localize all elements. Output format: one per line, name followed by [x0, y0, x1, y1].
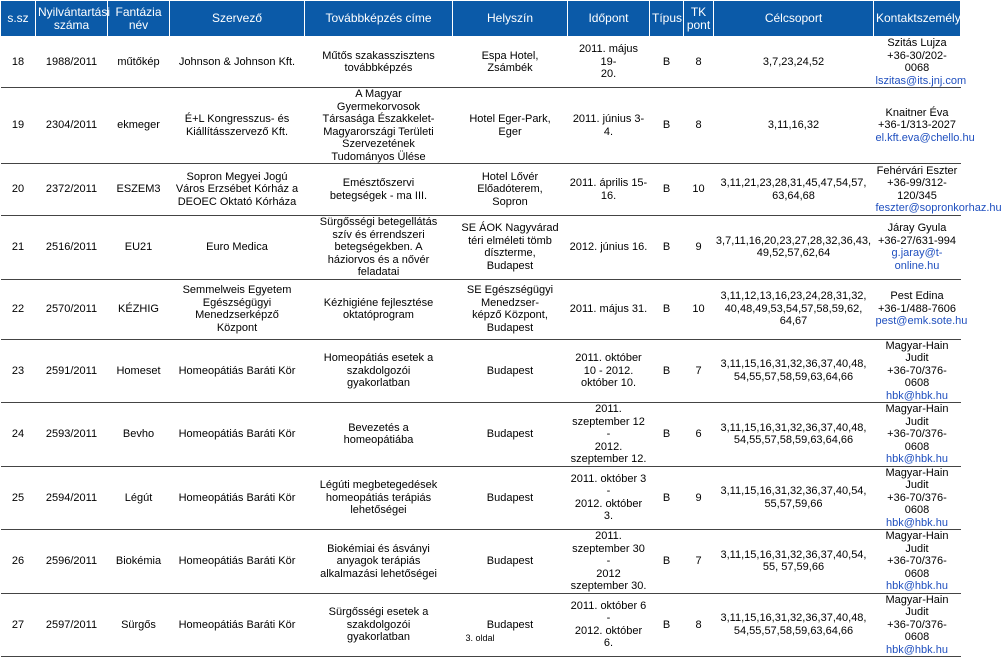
- table-row: [1, 339, 961, 403]
- cell-idopont: 2011. október 6 - 2012. október 6.: [568, 593, 650, 657]
- table-row: [1, 530, 961, 594]
- cell-kontaktszemely: [874, 37, 967, 88]
- cell-idopont: 2011. szeptember 12 - 2012. szeptember 12.: [568, 403, 650, 467]
- cell-kontaktszemely: [874, 216, 961, 280]
- contact-name-phone: Szitás Lujza +36-30/202-0068: [887, 37, 947, 74]
- cell-celcsoport: 3,7,23,24,52: [714, 37, 874, 88]
- cell-celcsoport: 3,11,15,16,31,32,36,37,40,54, 55,57,59,66: [714, 466, 874, 530]
- cell-szervezo: Johnson & Johnson Kft.: [170, 37, 305, 88]
- header-tovabbkepzes-cime: Továbbképzés címe: [305, 1, 453, 37]
- cell-tipus: B: [650, 593, 684, 657]
- cell-ssz: 24: [1, 403, 36, 467]
- header-helyszin: Helyszín: [453, 1, 568, 37]
- cell-tipus: B: [650, 530, 684, 594]
- cell-tipus: B: [650, 216, 684, 280]
- cell-nyilvantartasi-szama: 2594/2011: [36, 466, 108, 530]
- cell-tk-pont: 7: [684, 339, 714, 403]
- cell-tovabbkepzes-cime: Biokémiai és ásványi anyagok terápiás alkalmazási lehetőségei: [305, 530, 453, 594]
- cell-kontaktszemely: [874, 530, 961, 594]
- table-row: [1, 164, 961, 216]
- cell-idopont: 2011. május 31.: [568, 279, 650, 339]
- cell-tipus: B: [650, 466, 684, 530]
- cell-szervezo: Homeopátiás Baráti Kör: [170, 403, 305, 467]
- page-number: 3. oldal: [465, 633, 495, 643]
- table-row: [1, 466, 961, 530]
- cell-ssz: 19: [1, 88, 36, 164]
- cell-fantazia-nev: Bevho: [108, 403, 170, 467]
- cell-nyilvantartasi-szama: 2304/2011: [36, 88, 108, 164]
- cell-tipus: B: [650, 164, 684, 216]
- cell-nyilvantartasi-szama: 1988/2011: [36, 37, 108, 88]
- cell-tk-pont: 10: [684, 164, 714, 216]
- cell-kontaktszemely: [874, 279, 968, 339]
- cell-nyilvantartasi-szama: 2570/2011: [36, 279, 108, 339]
- cell-szervezo: É+L Kongresszus- és Kiállításszervező Kft.: [170, 88, 305, 164]
- cell-fantazia-nev: EU21: [108, 216, 170, 280]
- cell-fantazia-nev: Sürgős: [108, 593, 170, 657]
- contact-name-phone: Pest Edina +36-1/488-7606: [878, 290, 956, 315]
- table-row: [1, 593, 961, 657]
- cell-tk-pont: 9: [684, 216, 714, 280]
- contact-email-link[interactable]: lszitas@its.jnj.com: [875, 74, 967, 87]
- cell-celcsoport: 3,11,21,23,28,31,45,47,54,57, 63,64,68: [714, 164, 874, 216]
- cell-tovabbkepzes-cime: Műtős szakasszisztens továbbképzés: [305, 37, 453, 88]
- cell-idopont: 2011. október 3 - 2012. október 3.: [568, 466, 650, 530]
- cell-idopont: 2012. június 16.: [568, 216, 650, 280]
- cell-celcsoport: 3,7,11,16,20,23,27,28,32,36,43, 49,52,57,62,64: [714, 216, 874, 280]
- table-row: [1, 88, 961, 164]
- contact-name-phone: Magyar-Hain Judit +36-70/376-0608: [885, 403, 949, 453]
- contact-name-phone: Knaitner Éva +36-1/313-2027: [878, 106, 956, 132]
- cell-fantazia-nev: Biokémia: [108, 530, 170, 594]
- cell-ssz: 18: [1, 37, 36, 88]
- cell-nyilvantartasi-szama: 2593/2011: [36, 403, 108, 467]
- cell-idopont: 2011. április 15- 16.: [568, 164, 650, 216]
- cell-helyszin: Espa Hotel, Zsámbék: [453, 37, 568, 88]
- table-row: [1, 279, 961, 339]
- cell-kontaktszemely: [874, 88, 975, 164]
- header-tipus: Típus: [650, 1, 684, 37]
- cell-tovabbkepzes-cime: Bevezetés a homeopátiába: [305, 403, 453, 467]
- cell-nyilvantartasi-szama: 2591/2011: [36, 339, 108, 403]
- contact-email-link[interactable]: hbk@hbk.hu: [886, 516, 948, 529]
- cell-fantazia-nev: Légút: [108, 466, 170, 530]
- contact-email-link[interactable]: hbk@hbk.hu: [886, 580, 948, 592]
- contact-email-link[interactable]: g.jaray@t-online.hu: [891, 247, 943, 272]
- header-tk-pont: TK pont: [684, 1, 714, 37]
- cell-szervezo: Homeopátiás Baráti Kör: [170, 339, 305, 403]
- cell-celcsoport: 3,11,15,16,31,32,36,37,40,48, 54,55,57,58,59,63,64,66: [714, 593, 874, 657]
- cell-idopont: 2011. szeptember 30 - 2012 szeptember 30.: [568, 530, 650, 594]
- contact-name-phone: Fehérvári Eszter +36-99/312-120/345: [876, 164, 958, 202]
- contact-email-link[interactable]: el.kft.eva@chello.hu: [875, 131, 975, 144]
- contact-email-link[interactable]: hbk@hbk.hu: [886, 389, 948, 402]
- cell-tipus: B: [650, 339, 684, 403]
- contact-email-link[interactable]: hbk@hbk.hu: [886, 453, 948, 465]
- header-fantazia-nev: Fantázia név: [108, 1, 170, 37]
- cell-tovabbkepzes-cime: Sürgősségi esetek a szakdolgozói gyakorlatban: [305, 593, 453, 657]
- cell-szervezo: Homeopátiás Baráti Kör: [170, 466, 305, 530]
- cell-tk-pont: 8: [684, 88, 714, 164]
- cell-helyszin: Hotel Eger-Park, Eger: [453, 88, 568, 164]
- cell-szervezo: Sopron Megyei Jogú Város Erzsébet Kórház a DEOEC Oktató Kórháza: [170, 164, 305, 216]
- cell-celcsoport: 3,11,15,16,31,32,36,37,40,48, 54,55,57,58,59,63,64,66: [714, 339, 874, 403]
- cell-fantazia-nev: ekmeger: [108, 88, 170, 164]
- cell-tk-pont: 8: [684, 593, 714, 657]
- cell-ssz: 20: [1, 164, 36, 216]
- cell-nyilvantartasi-szama: 2597/2011: [36, 593, 108, 657]
- cell-nyilvantartasi-szama: 2596/2011: [36, 530, 108, 594]
- cell-helyszin: Budapest: [453, 339, 568, 403]
- cell-kontaktszemely: [874, 339, 961, 403]
- contact-name-phone: Magyar-Hain Judit +36-70/376-0608: [885, 530, 949, 580]
- cell-szervezo: Semmelweis Egyetem Egészségügyi Menedzserképző Központ: [170, 279, 305, 339]
- header-nyilvantartasi-szama: Nyilvántartási száma: [36, 1, 108, 37]
- cell-tovabbkepzes-cime: Sürgősségi betegellátás szív és érrendszeri betegségekben. A háziorvos és a nővér feladatai: [305, 216, 453, 280]
- cell-tovabbkepzes-cime: Emésztőszervi betegségek - ma III.: [305, 164, 453, 216]
- header-celcsoport: Célcsoport: [714, 1, 874, 37]
- cell-idopont: 2011. május 19- 20.: [568, 37, 650, 88]
- cell-tk-pont: 6: [684, 403, 714, 467]
- cell-ssz: 23: [1, 339, 36, 403]
- table-row: [1, 216, 961, 280]
- cell-fantazia-nev: ESZEM3: [108, 164, 170, 216]
- cell-nyilvantartasi-szama: 2516/2011: [36, 216, 108, 280]
- cell-tk-pont: 9: [684, 466, 714, 530]
- cell-szervezo: Homeopátiás Baráti Kör: [170, 593, 305, 657]
- contact-email-link[interactable]: pest@emk.sote.hu: [875, 315, 968, 328]
- cell-idopont: 2011. október 10 - 2012. október 10.: [568, 339, 650, 403]
- cell-helyszin: SE Egészségügyi Menedzser- képző Központ, Budapest: [453, 279, 568, 339]
- cell-fantazia-nev: KÉZHIG: [108, 279, 170, 339]
- cell-helyszin: Budapest: [453, 530, 568, 594]
- cell-kontaktszemely: [874, 466, 961, 530]
- cell-fantazia-nev: Homeset: [108, 339, 170, 403]
- cell-ssz: 26: [1, 530, 36, 594]
- cell-idopont: 2011. június 3- 4.: [568, 88, 650, 164]
- header-kontaktszemely: Kontaktszemély: [874, 1, 961, 37]
- cell-tk-pont: 7: [684, 530, 714, 594]
- contact-name-phone: Magyar-Hain Judit +36-70/376-0608: [885, 466, 949, 516]
- cell-tovabbkepzes-cime: Légúti megbetegedések homeopátiás terápiás lehetőségei: [305, 466, 453, 530]
- cell-helyszin: Budapest: [453, 403, 568, 467]
- cell-tk-pont: 10: [684, 279, 714, 339]
- contact-name-phone: Magyar-Hain Judit +36-70/376-0608: [885, 593, 949, 643]
- cell-helyszin: Budapest: [453, 466, 568, 530]
- cell-celcsoport: 3,11,15,16,31,32,36,37,40,48, 54,55,57,58,59,63,64,66: [714, 403, 874, 467]
- header-ssz: s.sz: [1, 1, 36, 37]
- cell-celcsoport: 3,11,12,13,16,23,24,28,31,32, 40,48,49,53,54,57,58,59,62, 64,67: [714, 279, 874, 339]
- contact-name-phone: Járay Gyula +36-27/631-994: [878, 222, 956, 247]
- table-row: [1, 37, 961, 88]
- header-idopont: Időpont: [568, 1, 650, 37]
- cell-helyszin: SE ÁOK Nagyvárad téri elméleti tömb díszterme, Budapest: [453, 216, 568, 280]
- cell-kontaktszemely: [874, 164, 1002, 216]
- cell-tovabbkepzes-cime: Homeopátiás esetek a szakdolgozói gyakorlatban: [305, 339, 453, 403]
- cell-tovabbkepzes-cime: A Magyar Gyermekorvosok Társasága Északkelet- Magyarországi Területi Szervezetének Tudományos Ülése: [305, 88, 453, 164]
- cell-kontaktszemely: [874, 403, 961, 467]
- cell-nyilvantartasi-szama: 2372/2011: [36, 164, 108, 216]
- cell-tipus: B: [650, 37, 684, 88]
- cell-tipus: B: [650, 403, 684, 467]
- header-szervezo: Szervező: [170, 1, 305, 37]
- cell-szervezo: Euro Medica: [170, 216, 305, 280]
- contact-email-link[interactable]: hbk@hbk.hu: [886, 643, 948, 656]
- cell-helyszin: Budapest: [453, 593, 568, 657]
- cell-helyszin: Hotel Lővér Előadóterem, Sopron: [453, 164, 568, 216]
- cell-celcsoport: 3,11,15,16,31,32,36,37,40,54, 55, 57,59,66: [714, 530, 874, 594]
- cell-szervezo: Homeopátiás Baráti Kör: [170, 530, 305, 594]
- cell-tovabbkepzes-cime: Kézhigiéne fejlesztése oktatóprogram: [305, 279, 453, 339]
- header-row: [1, 1, 961, 37]
- cell-tipus: B: [650, 88, 684, 164]
- cell-ssz: 27: [1, 593, 36, 657]
- cell-ssz: 21: [1, 216, 36, 280]
- cell-celcsoport: 3,11,16,32: [714, 88, 874, 164]
- contact-name-phone: Magyar-Hain Judit +36-70/376-0608: [885, 339, 949, 389]
- table-row: [1, 403, 961, 467]
- cell-ssz: 22: [1, 279, 36, 339]
- cell-tk-pont: 8: [684, 37, 714, 88]
- cell-kontaktszemely: [874, 593, 961, 657]
- cell-ssz: 25: [1, 466, 36, 530]
- cell-tipus: B: [650, 279, 684, 339]
- contact-email-link[interactable]: feszter@sopronkorhaz.hu: [875, 202, 1002, 214]
- cell-fantazia-nev: műtőkép: [108, 37, 170, 88]
